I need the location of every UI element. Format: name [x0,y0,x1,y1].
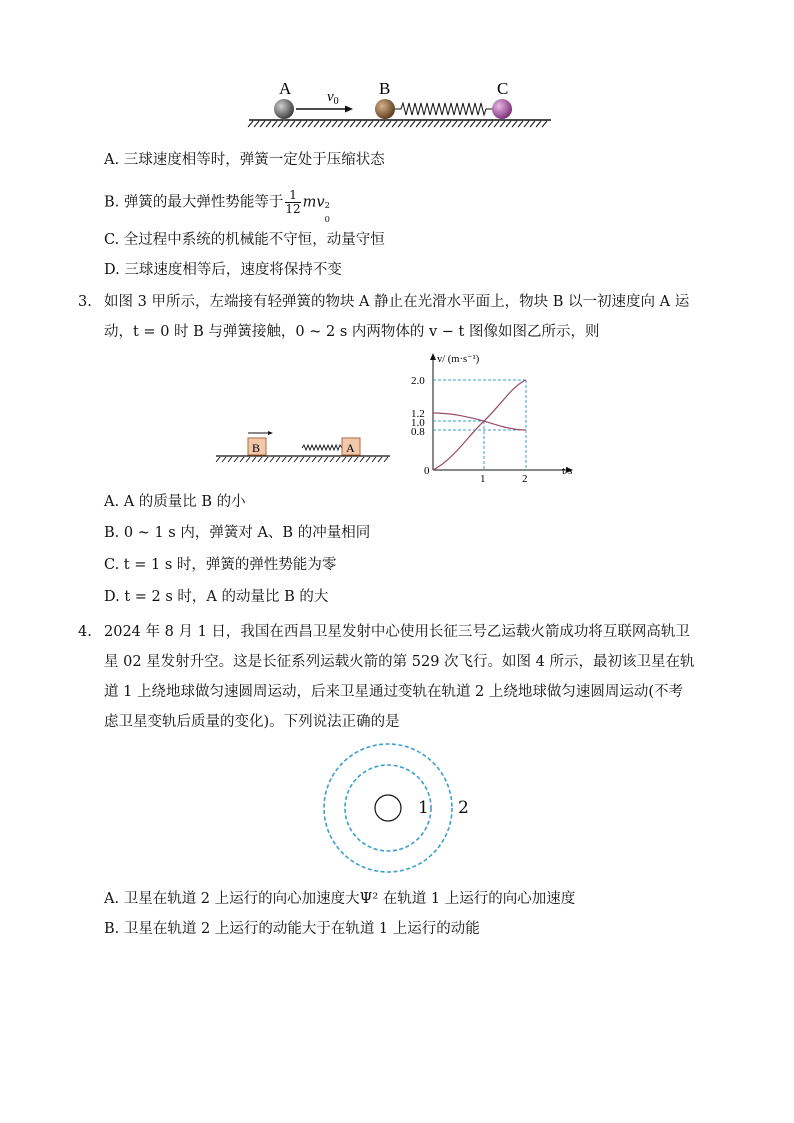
q2-option-d: D. 三球速度相等后，速度将保持不变 [104,262,342,278]
orbit-2-label: 2 [458,798,469,818]
q4-stem-line1: 2024 年 8 月 1 日，我国在西昌卫星发射中心使用长征三号乙运载火箭成功将互联网高轨卫 [104,624,690,640]
block-a-label: A [346,441,355,455]
label-c: C [497,79,509,98]
q3-number: 3. [78,294,92,310]
label-b: B [379,79,391,98]
x-tick-2: 2 [522,473,528,485]
y-tick-1.0: 1.0 [411,417,425,429]
velocity-label: $v_0$ [327,89,339,107]
block-b-label: B [252,441,261,455]
q2-option-c: C. 全过程中系统的机械能不守恒，动量守恒 [104,232,385,248]
ball-a [274,99,294,119]
q4-stem-line3: 道 1 上绕地球做匀速圆周运动，后来卫星通过变轨在轨道 2 上绕地球做匀速圆周运动(不考 [104,684,684,700]
ball-c [492,99,512,119]
q3-option-d: D. t = 2 s 时，A 的动量比 B 的大 [104,589,329,605]
q2-option-a: A. 三球速度相等时，弹簧一定处于压缩状态 [104,152,385,168]
y-tick-2.0: 2.0 [411,375,425,387]
q4-stem-line4: 虑卫星变轨后质量的变化)。下列说法正确的是 [104,714,400,730]
orbit-1-label: 1 [418,798,429,818]
y-tick-1.2: 1.2 [411,408,425,420]
q3-option-a: A. A 的质量比 B 的小 [104,494,246,510]
spring [302,445,342,450]
q4-orbit-figure [318,742,458,876]
ball-b [375,99,395,119]
earth [375,795,401,821]
q3-stem-line2: 动，t = 0 时 B 与弹簧接触，0 ~ 2 s 内两物体的 v − t 图像如图乙所示，则 [104,324,600,340]
y-tick-0.8: 0.8 [411,426,425,438]
q2-figure [245,78,555,130]
q4-option-b: B. 卫星在轨道 2 上运行的动能大于在轨道 1 上运行的动能 [104,921,480,937]
x-tick-1: 1 [480,473,486,485]
q4-stem-line2: 星 02 星发射升空。这是长征系列运载火箭的第 529 次飞行。如图 4 所示，最初该卫星在轨 [104,654,695,670]
spring [395,103,492,115]
fraction: $\frac{1}{12}$ [285,188,301,216]
q3-block-figure [212,428,394,466]
q3-stem-line1: 如图 3 甲所示，左端接有轻弹簧的物块 A 静止在光滑水平面上，物块 B 以一初速度向 A 运 [104,294,690,310]
y-tick-labels [411,375,430,477]
q3-option-c: C. t = 1 s 时，弹簧的弹性势能为零 [104,557,337,573]
label-a: A [279,79,292,98]
q4-number: 4. [78,624,92,640]
x-axis-label: t/s [562,465,573,477]
y-tick-0: 0 [424,465,430,477]
q3-vt-graph [408,350,588,486]
y-axis-label: v/ (m·s⁻¹) [437,354,480,365]
q3-option-b: B. 0 ~ 1 s 内，弹簧对 A、B 的冲量相同 [104,525,371,541]
q4-option-a: A. 卫星在轨道 2 上运行的向心加速度大Ψ² 在轨道 1 上运行的向心加速度 [104,891,576,907]
curve-a [433,380,526,470]
ground-hatch [248,121,547,127]
q2-option-b: B. 弹簧的最大弹性势能等于 $\frac{1}{12}$ mv 2 0 [104,188,330,224]
